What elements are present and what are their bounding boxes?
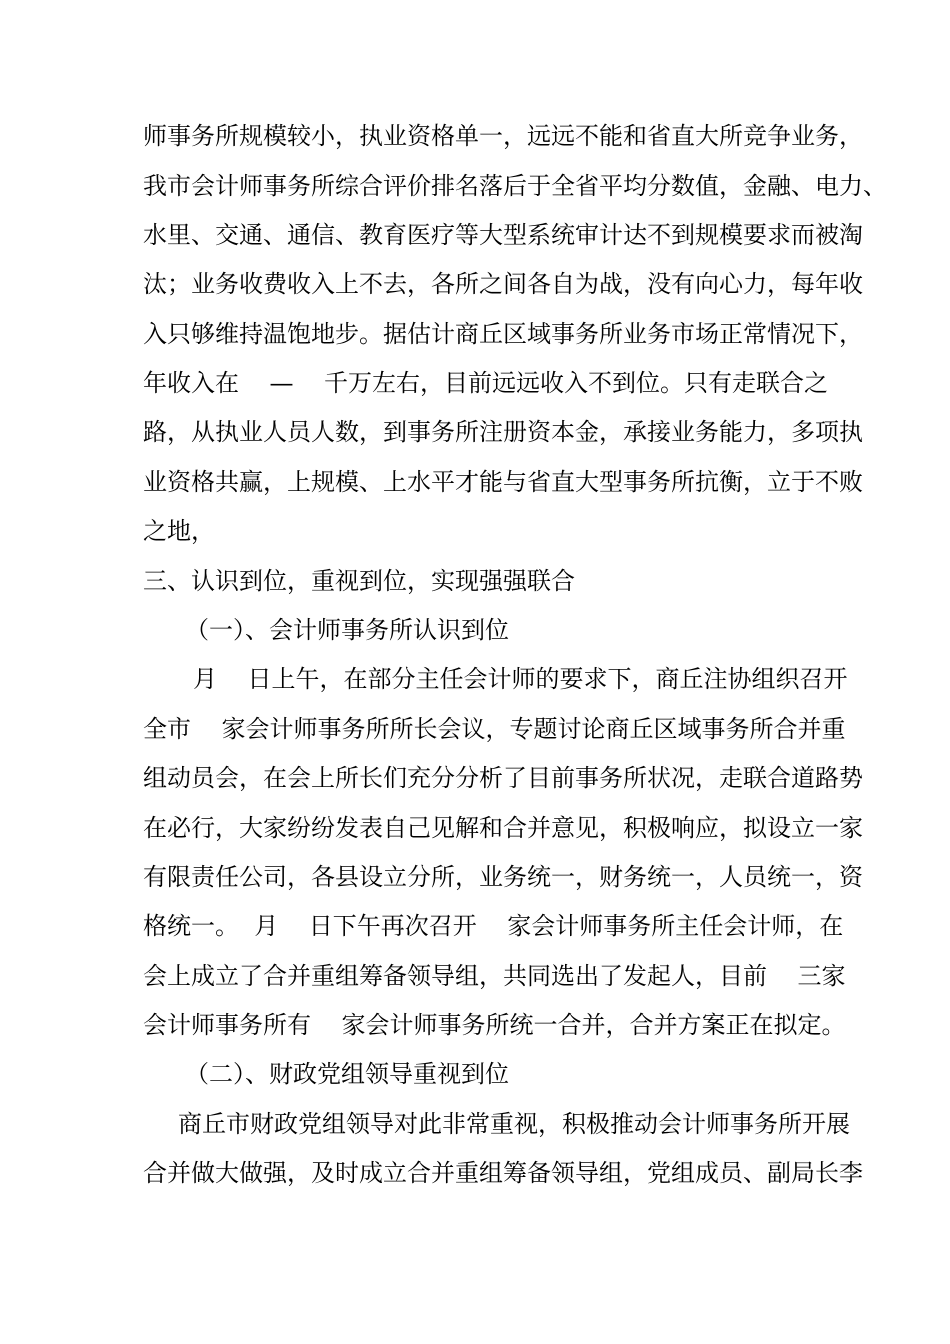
body-text-line: 全市 家会计师事务所所长会议，专题讨论商丘区域事务所合并重	[143, 715, 846, 743]
body-text-line: 之地，	[143, 517, 215, 545]
body-text-line: 年收入在 — 千万左右，目前远远收入不到位。只有走联合之	[143, 369, 829, 397]
body-text-line: 有限责任公司，各县设立分所，业务统一，财务统一，人员统一，资	[143, 863, 863, 891]
body-text-line: 格统一。 月 日下午再次召开 家会计师事务所主任会计师，在	[143, 912, 844, 940]
section-heading: 三、认识到位，重视到位，实现强强联合	[143, 567, 575, 595]
body-text-line: 我市会计师事务所综合评价排名落后于全省平均分数值，金融、电力、	[143, 172, 887, 200]
body-text-line: 师事务所规模较小，执业资格单一，远远不能和省直大所竞争业务，	[143, 122, 863, 150]
body-text-line: 月 日上午，在部分主任会计师的要求下，商丘注协组织召开	[193, 665, 848, 693]
subsection-heading: （二）、财政党组领导重视到位	[185, 1060, 509, 1088]
subsection-heading: （一）、会计师事务所认识到位	[185, 616, 509, 644]
body-text-line: 商丘市财政党组领导对此非常重视，积极推动会计师事务所开展	[178, 1110, 850, 1138]
body-text-line: 业资格共赢，上规模、上水平才能与省直大型事务所抗衡，立于不败	[143, 468, 863, 496]
body-text-line: 汰；业务收费收入上不去，各所之间各自为战，没有向心力，每年收	[143, 270, 863, 298]
body-text-line: 入只够维持温饱地步。据估计商丘区域事务所业务市场正常情况下，	[143, 320, 863, 348]
body-text-line: 会计师事务所有 家会计师事务所统一合并，合并方案正在拟定。	[143, 1011, 846, 1039]
body-text-line: 路，从执业人员人数，到事务所注册资本金，承接业务能力，多项执	[143, 418, 863, 446]
body-text-line: 会上成立了合并重组筹备领导组，共同选出了发起人，目前 三家	[143, 962, 846, 990]
body-text-line: 组动员会，在会上所长们充分分析了目前事务所状况，走联合道路势	[143, 764, 863, 792]
body-text-line: 在必行，大家纷纷发表自己见解和合并意见，积极响应，拟设立一家	[143, 814, 863, 842]
body-text-line: 合并做大做强，及时成立合并重组筹备领导组，党组成员、副局长李	[143, 1159, 863, 1187]
body-text-line: 水里、交通、通信、教育医疗等大型系统审计达不到规模要求而被淘	[143, 221, 863, 249]
